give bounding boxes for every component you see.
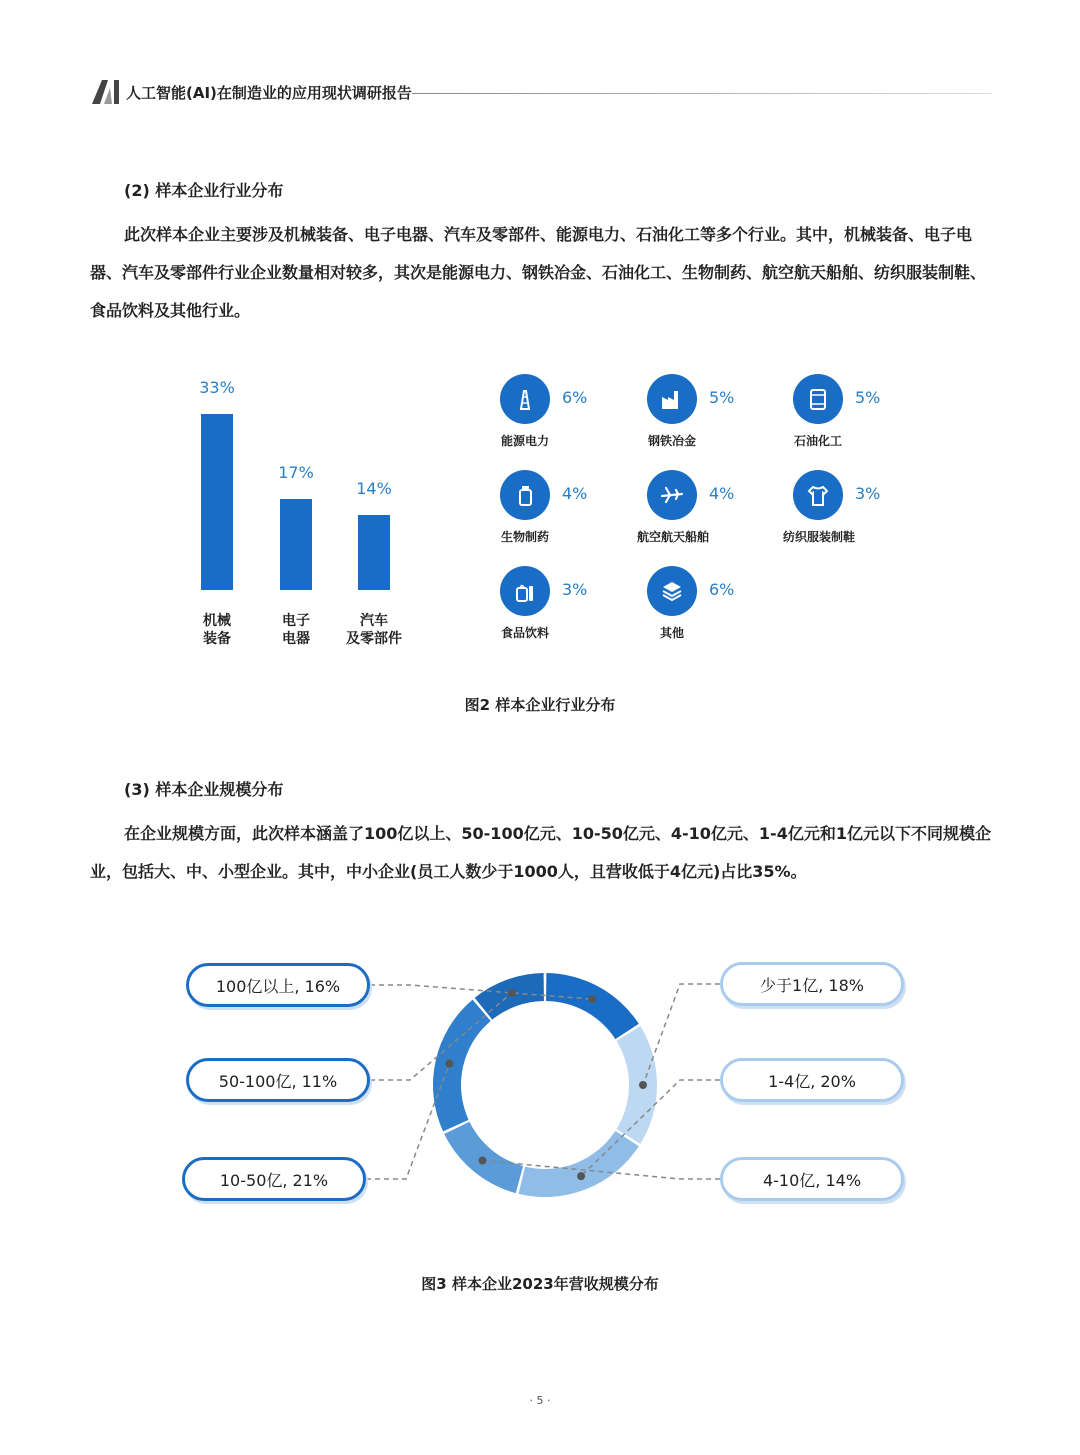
industry-percent: 3% [855,484,881,503]
section-3-title: (3) 样本企业规模分布 [124,780,284,799]
leader-dot [445,1060,453,1068]
section-3-paragraph: 在企业规模方面，此次样本涵盖了100亿以上、50-100亿元、10-50亿元、4-10亿元、1-4亿元和1亿元以下不同规模企业，包括大、中、小型企业。其中，中小企业(员工人数少于1000人，且营收低于4亿元)占比35%。 [90,824,991,881]
bar-0 [201,414,233,590]
industry-label: 航空航天船舶 [637,530,710,544]
donut-label-pill: 4-10亿, 14% [720,1157,904,1201]
industry-label: 其他 [659,626,684,640]
industry-label: 生物制药 [500,530,549,544]
ai-logo-icon [92,80,122,104]
leader-dot [639,1081,647,1089]
industry-percent: 4% [562,484,588,503]
leader-dot [588,995,596,1003]
factory-icon [647,374,697,424]
beverage-icon [500,566,550,616]
industry-label: 食品饮料 [500,626,549,640]
donut-label-pill: 少于1亿, 18% [720,962,904,1006]
donut-slice-5 [475,973,544,1020]
page-number: · 5 · [529,1394,551,1407]
industry-item [500,470,640,550]
industry-item [637,470,787,550]
industry-percent: 6% [562,388,588,407]
industry-label: 能源电力 [500,434,549,448]
bar-category-label: 电子 电器 [282,613,310,647]
figure-2-caption: 图2 样本企业行业分布 [464,696,616,714]
industry-item [500,566,640,646]
header-divider [412,93,992,94]
tshirt-icon [793,470,843,520]
figure-3-caption: 图3 样本企业2023年营收规模分布 [421,1275,659,1293]
donut-label-pill: 50-100亿, 11% [186,1058,370,1102]
industry-percent: 6% [709,580,735,599]
industry-label: 钢铁冶金 [647,434,696,448]
layers-icon [647,566,697,616]
donut-slice-1 [616,1026,657,1144]
section-2-title: (2) 样本企业行业分布 [124,181,284,200]
industry-label: 石油化工 [793,434,842,448]
industry-bar-chart [170,362,450,662]
industry-label: 纺织服装制鞋 [783,530,856,544]
oil-barrel-icon [793,374,843,424]
leader-dot [508,989,516,997]
industry-percent: 4% [709,484,735,503]
airplane-icon [647,470,697,520]
donut-label-pill: 10-50亿, 21% [182,1157,366,1201]
donut-slice-2 [519,1131,639,1197]
bar-category-label: 机械 装备 [203,613,231,647]
industry-percent: 5% [855,388,881,407]
bar-value-label: 17% [278,463,314,483]
industry-item [793,374,933,454]
industry-percent: 5% [709,388,735,407]
revenue-donut-chart [0,945,1080,1245]
medicine-bottle-icon [500,470,550,520]
industry-percent: 3% [562,580,588,599]
bar-value-label: 33% [199,378,235,397]
industry-item [647,566,787,646]
leader-dot [479,1157,487,1165]
industry-item [647,374,787,454]
bar-value-label: 14% [356,479,392,499]
donut-slice-4 [433,1000,491,1132]
report-title: 人工智能(AI)在制造业的应用现状调研报告 [126,84,412,102]
bar-1 [280,499,312,590]
power-plant-icon [500,374,550,424]
bar-2 [358,515,390,590]
industry-item [500,374,640,454]
donut-label-pill: 100亿以上, 16% [186,963,370,1007]
page-header [92,80,992,106]
donut-label-pill: 1-4亿, 20% [720,1058,904,1102]
bar-category-label: 汽车 及零部件 [346,613,402,647]
donut-slice-0 [546,973,639,1039]
section-2-paragraph: 此次样本企业主要涉及机械装备、电子电器、汽车及零部件、能源电力、石油化工等多个行业。其中，机械装备、电子电器、汽车及零部件行业企业数量相对较多，其次是能源电力、钢铁冶金、石油化工、生物制药、航空航天船舶、纺织服装制鞋、食品饮料及其他行业。 [90,225,987,320]
industry-item [783,470,933,550]
leader-dot [577,1172,585,1180]
